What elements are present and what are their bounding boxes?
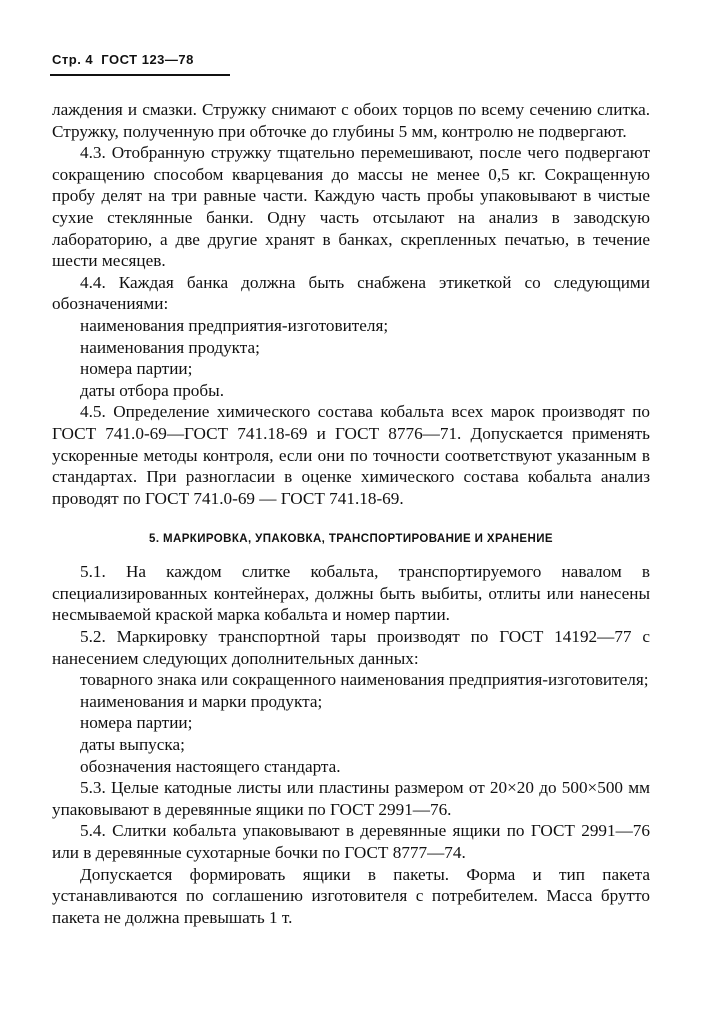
paragraph-5-1: 5.1. На каждом слитке кобальта, транспортируемого навалом в специализированных контейнерах, должны быть выбиты, отлиты или нанесены несмываемой краской марка кобальта и номер партии. bbox=[52, 562, 650, 625]
paragraph-4-5: 4.5. Определение химического состава кобальта всех марок производят по ГОСТ 741.0-69—ГОСТ 741.18-69 и ГОСТ 8776—71. Допускается применять ускоренные методы контроля, если они по точности соответствуют указанным в стандартах. При разногласии в оценке химического состава кобальта анализ проводят по ГОСТ 741.0-69 — ГОСТ 741.18-69. bbox=[52, 402, 650, 508]
list-item: наименования предприятия-изготовителя; bbox=[80, 315, 389, 335]
list-item: товарного знака или сокращенного наименования предприятия-изготовителя; bbox=[80, 670, 649, 690]
running-header bbox=[52, 52, 194, 67]
list-item: номера партии; bbox=[80, 713, 193, 733]
list-item: даты выпуска; bbox=[80, 735, 185, 755]
list-item: номера партии; bbox=[80, 359, 193, 379]
paragraph-5-4-note: Допускается формировать ящики в пакеты. Форма и тип пакета устанавливаются по соглашению изготовителя с потребителем. Масса брутто пакета не должна превышать 1 т. bbox=[52, 864, 650, 927]
section-heading: 5. МАРКИРОВКА, УПАКОВКА, ТРАНСПОРТИРОВАНИЕ И ХРАНЕНИЕ bbox=[149, 533, 553, 546]
paragraph-5-3: 5.3. Целые катодные листы или пластины размером от 20×20 до 500×500 мм упаковывают в деревянные ящики по ГОСТ 2991—76. bbox=[52, 778, 650, 819]
paragraph-4-3: 4.3. Отобранную стружку тщательно перемешивают, после чего подвергают сокращению способом кварцевания до массы не менее 0,5 кг. Сокращенную пробу делят на три равные части. Каждую часть пробы упаковывают в чистые сухие стеклянные банки. Одну часть отсылают на анализ в заводскую лабораторию, а две другие хранят в банках, скрепленных печатью, в течение шести месяцев. bbox=[52, 143, 650, 271]
list-item: наименования и марки продукта; bbox=[80, 691, 323, 711]
paragraph-continuation: лаждения и смазки. Стружку снимают с обоих торцов по всему сечению слитка. Стружку, полученную при обточке до глубины 5 мм, контролю не подвергают. bbox=[52, 100, 650, 141]
paragraph-5-2: 5.2. Маркировку транспортной тары производят по ГОСТ 14192—77 с нанесением следующих дополнительных данных: bbox=[52, 627, 650, 668]
list-item: даты отбора пробы. bbox=[80, 380, 224, 400]
page-label: Стр. 4 bbox=[52, 52, 94, 67]
body-text bbox=[52, 99, 650, 928]
list-item: обозначения настоящего стандарта. bbox=[80, 756, 341, 776]
standard-number: ГОСТ 123—78 bbox=[101, 52, 194, 67]
list-item: наименования продукта; bbox=[80, 337, 260, 357]
paragraph-5-4: 5.4. Слитки кобальта упаковывают в деревянные ящики по ГОСТ 2991—76 или в деревянные сухотарные бочки по ГОСТ 8777—74. bbox=[52, 821, 650, 862]
paragraph-4-4: 4.4. Каждая банка должна быть снабжена этикеткой со следующими обозначениями: bbox=[52, 272, 650, 314]
header-rule bbox=[50, 74, 230, 76]
